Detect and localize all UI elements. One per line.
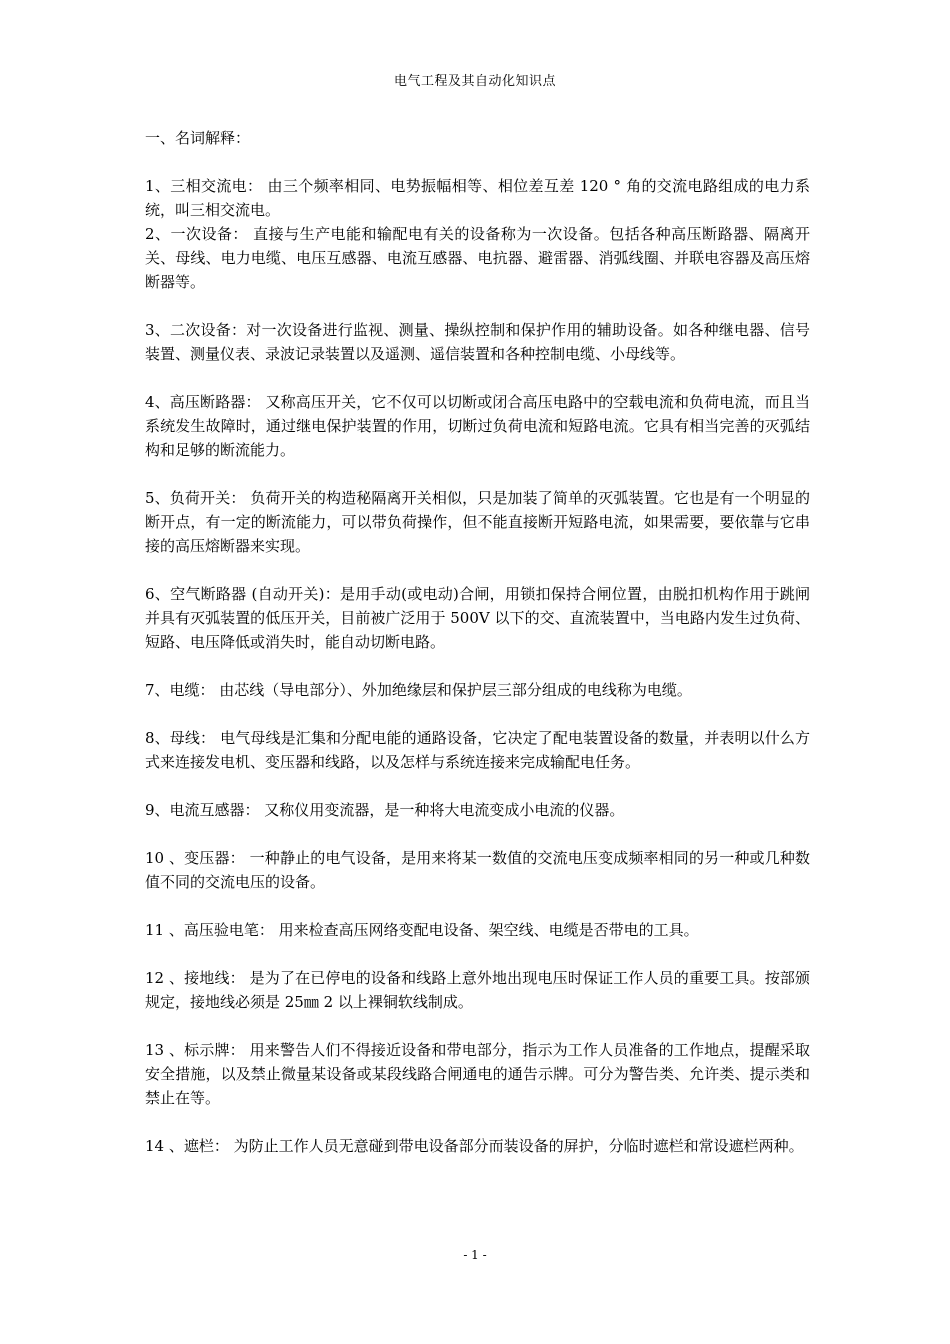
term-entry-8: 8、母线： 电气母线是汇集和分配电能的通路设备，它决定了配电装置设备的数量，并表明以什么方式来连接发电机、变压器和线路，以及怎样与系统连接来完成输配电任务。: [145, 729, 810, 771]
term-entry-12: 12 、接地线： 是为了在已停电的设备和线路上意外地出现电压时保证工作人员的重要工具。按部颁规定，接地线必须是 25㎜ 2 以上裸铜软线制成。: [145, 969, 810, 1011]
term-entry-6: 6、空气断路器 (自动开关)：是用手动(或电动)合闸，用锁扣保持合闸位置，由脱扣机构作用于跳闸并具有灭弧装置的低压开关，目前被广泛用于 500V 以下的交、直流装置中，当电路内发生过负荷、短路、电压降低或消失时，能自动切断电路。: [145, 585, 810, 651]
term-entry-5: 5、负荷开关： 负荷开关的构造秘隔离开关相似，只是加装了简单的灭弧装置。它也是有一个明显的断开点，有一定的断流能力，可以带负荷操作，但不能直接断开短路电流，如果需要，要依靠与它串接的高压熔断器来实现。: [145, 489, 810, 555]
document-body: [145, 126, 810, 1182]
page-number: - 1 -: [463, 1248, 487, 1262]
term-entry-1: 1、三相交流电： 由三个频率相同、电势振幅相等、相位差互差 120 ° 角的交流电路组成的电力系统，叫三相交流电。: [145, 177, 810, 219]
term-entry-3: 3、二次设备：对一次设备进行监视、测量、操纵控制和保护作用的辅助设备。如各种继电器、信号装置、测量仪表、录波记录装置以及遥测、遥信装置和各种控制电缆、小母线等。: [145, 321, 810, 363]
term-entry-2: 2、一次设备： 直接与生产电能和输配电有关的设备称为一次设备。包括各种高压断路器、隔离开关、母线、电力电缆、电压互感器、电流互感器、电抗器、避雷器、消弧线圈、并联电容器及高压熔断器等。: [145, 225, 810, 291]
section-title: 一、名词解释：: [145, 129, 251, 147]
term-entry-7: 7、电缆： 由芯线（导电部分）、外加绝缘层和保护层三部分组成的电线称为电缆。: [145, 681, 692, 699]
term-entry-10: 10 、变压器： 一种静止的电气设备，是用来将某一数值的交流电压变成频率相同的另一种或几种数值不同的交流电压的设备。: [145, 849, 810, 891]
page-header-title: 电气工程及其自动化知识点: [393, 74, 556, 89]
term-entry-14: 14 、遮栏： 为防止工作人员无意碰到带电设备部分而装设备的屏护，分临时遮栏和常设遮栏两种。: [145, 1137, 804, 1155]
term-entry-13: 13 、标示牌： 用来警告人们不得接近设备和带电部分，指示为工作人员准备的工作地点，提醒采取安全措施，以及禁止微量某设备或某段线路合闸通电的通告示牌。可分为警告类、允许类、提示类和禁止在等。: [145, 1041, 810, 1107]
term-entry-9: 9、电流互感器： 又称仪用变流器，是一种将大电流变成小电流的仪器。: [145, 801, 625, 819]
term-entry-11: 11 、高压验电笔： 用来检查高压网络变配电设备、架空线、电缆是否带电的工具。: [145, 921, 699, 939]
term-entry-4: 4、高压断路器： 又称高压开关，它不仅可以切断或闭合高压电路中的空载电流和负荷电流，而且当系统发生故障时，通过继电保护装置的作用，切断过负荷电流和短路电流。它具有相当完善的灭弧结构和足够的断流能力。: [145, 393, 810, 459]
